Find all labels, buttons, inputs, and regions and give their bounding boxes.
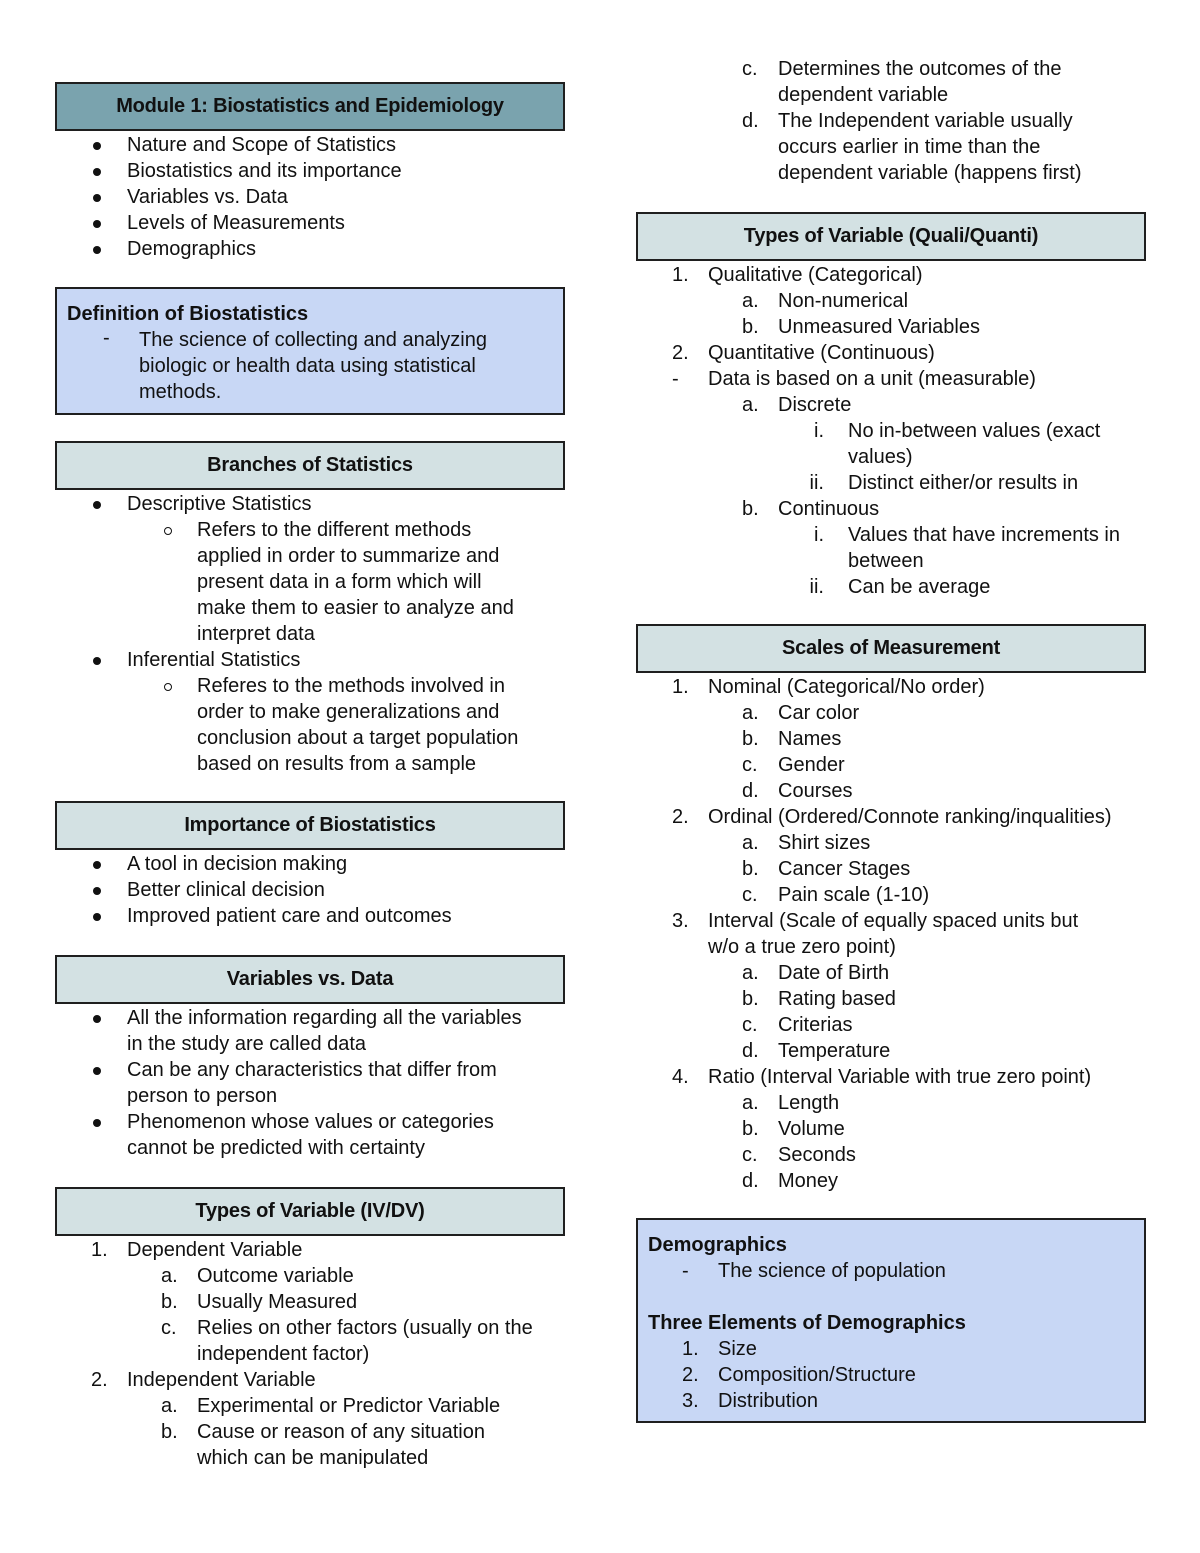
list-item: Nature and Scope of Statistics bbox=[55, 132, 565, 158]
dash-marker: - bbox=[103, 327, 110, 349]
definition-box bbox=[55, 287, 565, 415]
list-marker: d. bbox=[742, 1170, 759, 1192]
item-text: Size bbox=[718, 1338, 757, 1360]
item-line: values) bbox=[848, 446, 913, 468]
left-column bbox=[55, 82, 565, 1471]
item-line: Outcome variable bbox=[197, 1265, 354, 1287]
item-line: Determines the outcomes of the bbox=[778, 58, 1062, 80]
item-label: Qualitative (Categorical) bbox=[708, 264, 923, 286]
definition-line: methods. bbox=[139, 381, 222, 403]
list-marker: b. bbox=[742, 316, 759, 338]
list-marker: c. bbox=[742, 1144, 758, 1166]
variable-label: Dependent Variable bbox=[127, 1239, 303, 1261]
list-item bbox=[636, 700, 1146, 726]
quali-quanti-header bbox=[636, 212, 1146, 261]
list-marker: 1. bbox=[682, 1338, 699, 1360]
item-line: independent factor) bbox=[197, 1343, 370, 1365]
list-marker: b. bbox=[161, 1291, 178, 1313]
branch-label: Inferential Statistics bbox=[127, 649, 301, 671]
sub-line: based on results from a sample bbox=[197, 753, 477, 775]
sub-line: make them to easier to analyze and bbox=[197, 597, 514, 619]
list-marker: ii. bbox=[809, 472, 824, 494]
nominal-item bbox=[636, 674, 1146, 700]
list-item bbox=[55, 1263, 565, 1289]
item-text: Volume bbox=[778, 1118, 845, 1140]
list-marker: c. bbox=[742, 1014, 758, 1036]
list-item bbox=[636, 418, 1146, 470]
variables-data-title: Variables vs. Data bbox=[226, 968, 394, 990]
item-text: Rating based bbox=[778, 988, 896, 1010]
interval-item bbox=[636, 908, 1146, 960]
list-marker: a. bbox=[742, 1092, 759, 1114]
branches-title: Branches of Statistics bbox=[207, 454, 413, 476]
descriptive-sublist bbox=[55, 517, 565, 647]
iv-dv-title: Types of Variable (IV/DV) bbox=[195, 1200, 425, 1222]
list-item bbox=[636, 1168, 1146, 1194]
item-text: Courses bbox=[778, 780, 853, 802]
item-line: Values that have increments in bbox=[848, 524, 1121, 546]
item-label: Nominal (Categorical/No order) bbox=[708, 676, 985, 698]
list-item bbox=[55, 517, 565, 647]
definition-text bbox=[67, 327, 553, 405]
list-marker: c. bbox=[742, 754, 758, 776]
list-item bbox=[55, 1005, 565, 1057]
demographics-title: Demographics bbox=[648, 1234, 787, 1256]
item-text: Composition/Structure bbox=[718, 1364, 916, 1386]
inferential-sublist bbox=[55, 673, 565, 777]
list-item bbox=[55, 491, 565, 517]
list-item bbox=[636, 574, 1146, 600]
item-text: Pain scale (1-10) bbox=[778, 884, 930, 906]
nominal-sublist bbox=[636, 700, 1146, 804]
item-line: Distinct either/or results in bbox=[848, 472, 1079, 494]
ratio-sublist bbox=[636, 1090, 1146, 1194]
definition-line: biologic or health data using statistical bbox=[139, 355, 476, 377]
list-item bbox=[636, 830, 1146, 856]
item-line: All the information regarding all the variables bbox=[127, 1007, 522, 1029]
item-text: Money bbox=[778, 1170, 839, 1192]
discrete-sublist bbox=[636, 418, 1146, 496]
list-item bbox=[636, 726, 1146, 752]
list-item bbox=[55, 647, 565, 673]
list-marker: d. bbox=[742, 110, 759, 132]
item-text: Date of Birth bbox=[778, 962, 890, 984]
sub-line: Referes to the methods involved in bbox=[197, 675, 505, 697]
list-item bbox=[636, 804, 1146, 830]
list-marker: b. bbox=[742, 858, 759, 880]
list-marker: 1. bbox=[672, 676, 689, 698]
list-item bbox=[55, 1109, 565, 1161]
definition-line: The science of collecting and analyzing bbox=[139, 329, 487, 351]
definition-text: The science of population bbox=[718, 1260, 946, 1282]
branch-label: Descriptive Statistics bbox=[127, 493, 312, 515]
variables-data-header bbox=[55, 955, 565, 1004]
list-item bbox=[636, 470, 1146, 496]
list-item bbox=[55, 673, 565, 777]
list-item bbox=[55, 1057, 565, 1109]
variable-label: Independent Variable bbox=[127, 1369, 316, 1391]
scales-title: Scales of Measurement bbox=[781, 637, 1001, 659]
list-marker: d. bbox=[742, 780, 759, 802]
variables-data-list bbox=[55, 1005, 565, 1161]
item-line: person to person bbox=[127, 1085, 278, 1107]
item-text: Data is based on a unit (measurable) bbox=[708, 368, 1036, 390]
list-item bbox=[636, 1012, 1146, 1038]
item-line: in the study are called data bbox=[127, 1033, 367, 1055]
list-item bbox=[648, 1388, 1134, 1414]
item-label: Ratio (Interval Variable with true zero point) bbox=[708, 1066, 1092, 1088]
list-marker: 3. bbox=[672, 910, 689, 932]
dependent-sublist bbox=[55, 1263, 565, 1367]
list-marker: 2. bbox=[672, 806, 689, 828]
independent-sublist bbox=[55, 1393, 565, 1471]
item-line: w/o a true zero point) bbox=[708, 936, 896, 958]
scales-header bbox=[636, 624, 1146, 673]
list-marker: b. bbox=[742, 988, 759, 1010]
list-marker: a. bbox=[742, 394, 759, 416]
iv-dv-list bbox=[55, 1237, 565, 1263]
list-marker: a. bbox=[742, 290, 759, 312]
interval-sublist bbox=[636, 960, 1146, 1064]
list-item bbox=[55, 1289, 565, 1315]
item-line: dependent variable (happens first) bbox=[778, 162, 1082, 184]
quali-list bbox=[636, 262, 1146, 288]
item-text: Car color bbox=[778, 702, 860, 724]
list-item: Demographics bbox=[55, 236, 565, 262]
independent-sublist-continued bbox=[636, 56, 1146, 186]
list-item bbox=[636, 1142, 1146, 1168]
item-line: Experimental or Predictor Variable bbox=[197, 1395, 501, 1417]
list-item bbox=[636, 522, 1146, 574]
item-text: Criterias bbox=[778, 1014, 853, 1036]
discrete-item bbox=[636, 392, 1146, 418]
list-marker: d. bbox=[742, 1040, 759, 1062]
list-marker: a. bbox=[161, 1265, 178, 1287]
list-item bbox=[636, 340, 1146, 366]
importance-header bbox=[55, 801, 565, 850]
item-label: Discrete bbox=[778, 394, 852, 416]
item-line: Interval (Scale of equally spaced units but bbox=[708, 910, 1079, 932]
list-marker: i. bbox=[814, 420, 824, 442]
list-item bbox=[636, 674, 1146, 700]
item-text: Cancer Stages bbox=[778, 858, 911, 880]
list-item bbox=[636, 496, 1146, 522]
sub-line: Refers to the different methods bbox=[197, 519, 472, 541]
list-marker: b. bbox=[742, 498, 759, 520]
item-text: Gender bbox=[778, 754, 845, 776]
item-line: occurs earlier in time than the bbox=[778, 136, 1041, 158]
branches-list-2 bbox=[55, 647, 565, 673]
sub-line: applied in order to summarize and bbox=[197, 545, 500, 567]
list-marker: i. bbox=[814, 524, 824, 546]
item-line: No in-between values (exact bbox=[848, 420, 1101, 442]
item-line: Can be any characteristics that differ from bbox=[127, 1059, 497, 1081]
list-marker: a. bbox=[742, 962, 759, 984]
list-marker: 2. bbox=[91, 1369, 108, 1391]
list-item bbox=[636, 778, 1146, 804]
item-line: The Independent variable usually bbox=[778, 110, 1073, 132]
list-item bbox=[636, 856, 1146, 882]
module-topic-list bbox=[55, 132, 565, 262]
list-item bbox=[636, 56, 1146, 108]
quanti-list bbox=[636, 340, 1146, 366]
list-item bbox=[55, 1315, 565, 1367]
right-column bbox=[636, 56, 1146, 1423]
list-item: Improved patient care and outcomes bbox=[55, 903, 565, 929]
item-line: Relies on other factors (usually on the bbox=[197, 1317, 533, 1339]
list-item bbox=[636, 1064, 1146, 1090]
list-marker: 1. bbox=[91, 1239, 108, 1261]
list-item bbox=[636, 1038, 1146, 1064]
list-marker: a. bbox=[161, 1395, 178, 1417]
list-marker: 2. bbox=[682, 1364, 699, 1386]
module-header bbox=[55, 82, 565, 131]
elements-list bbox=[648, 1336, 1134, 1414]
list-item: Variables vs. Data bbox=[55, 184, 565, 210]
list-item bbox=[648, 1362, 1134, 1388]
branches-list bbox=[55, 491, 565, 517]
elements-title: Three Elements of Demographics bbox=[648, 1312, 966, 1334]
item-line: Cause or reason of any situation bbox=[197, 1421, 485, 1443]
list-item bbox=[636, 960, 1146, 986]
demographics-definition bbox=[648, 1258, 1134, 1284]
ordinal-item bbox=[636, 804, 1146, 830]
item-line: cannot be predicted with certainty bbox=[127, 1137, 425, 1159]
item-line: dependent variable bbox=[778, 84, 949, 106]
item-text: Temperature bbox=[778, 1040, 891, 1062]
item-label: Quantitative (Continuous) bbox=[708, 342, 935, 364]
item-line: between bbox=[848, 550, 924, 572]
ratio-item bbox=[636, 1064, 1146, 1090]
list-marker: c. bbox=[742, 884, 758, 906]
list-item bbox=[636, 314, 1146, 340]
list-item bbox=[636, 1090, 1146, 1116]
item-text: Unmeasured Variables bbox=[778, 316, 980, 338]
qualitative-sublist bbox=[636, 288, 1146, 340]
list-item bbox=[636, 986, 1146, 1012]
list-item bbox=[55, 1367, 565, 1393]
list-marker: c. bbox=[742, 58, 758, 80]
list-item: Levels of Measurements bbox=[55, 210, 565, 236]
definition-title: Definition of Biostatistics bbox=[67, 303, 309, 325]
list-item: Better clinical decision bbox=[55, 877, 565, 903]
list-item bbox=[55, 1419, 565, 1471]
list-item: Biostatistics and its importance bbox=[55, 158, 565, 184]
item-text: Non-numerical bbox=[778, 290, 909, 312]
item-line: Can be average bbox=[848, 576, 991, 598]
list-item: A tool in decision making bbox=[55, 851, 565, 877]
continuous-sublist bbox=[636, 522, 1146, 600]
list-marker: b. bbox=[742, 728, 759, 750]
item-line: Phenomenon whose values or categories bbox=[127, 1111, 494, 1133]
list-item bbox=[55, 1393, 565, 1419]
list-item bbox=[636, 392, 1146, 418]
sub-line: order to make generalizations and bbox=[197, 701, 500, 723]
list-marker: a. bbox=[742, 702, 759, 724]
item-text: Seconds bbox=[778, 1144, 856, 1166]
list-item bbox=[648, 1336, 1134, 1362]
list-marker: a. bbox=[742, 832, 759, 854]
list-marker: c. bbox=[161, 1317, 177, 1339]
branches-header bbox=[55, 441, 565, 490]
sub-line: conclusion about a target population bbox=[197, 727, 519, 749]
item-label: Continuous bbox=[778, 498, 880, 520]
list-marker: 2. bbox=[672, 342, 689, 364]
list-item bbox=[636, 882, 1146, 908]
sub-line: present data in a form which will bbox=[197, 571, 482, 593]
iv-dv-header bbox=[55, 1187, 565, 1236]
list-marker: b. bbox=[742, 1118, 759, 1140]
quanti-note bbox=[636, 366, 1146, 392]
list-item bbox=[636, 366, 1146, 392]
list-item bbox=[55, 1237, 565, 1263]
quali-quanti-title: Types of Variable (Quali/Quanti) bbox=[743, 225, 1039, 247]
module-title: Module 1: Biostatistics and Epidemiology bbox=[116, 95, 504, 117]
item-text: Shirt sizes bbox=[778, 832, 871, 854]
list-item bbox=[636, 752, 1146, 778]
iv-dv-list-2 bbox=[55, 1367, 565, 1393]
item-line: Usually Measured bbox=[197, 1291, 358, 1313]
item-text: Names bbox=[778, 728, 842, 750]
list-item bbox=[636, 288, 1146, 314]
continuous-item bbox=[636, 496, 1146, 522]
dash-marker: - bbox=[682, 1260, 689, 1282]
sub-line: interpret data bbox=[197, 623, 315, 645]
list-marker: ii. bbox=[809, 576, 824, 598]
importance-list bbox=[55, 851, 565, 929]
item-label: Ordinal (Ordered/Connote ranking/inqualities) bbox=[708, 806, 1112, 828]
list-marker: b. bbox=[161, 1421, 178, 1443]
list-marker: 1. bbox=[672, 264, 689, 286]
list-item bbox=[636, 1116, 1146, 1142]
demographics-box bbox=[636, 1218, 1146, 1423]
item-text: Distribution bbox=[718, 1390, 819, 1412]
importance-title: Importance of Biostatistics bbox=[184, 814, 436, 836]
dash-marker: - bbox=[672, 368, 679, 390]
list-marker: 4. bbox=[672, 1066, 689, 1088]
list-item bbox=[636, 262, 1146, 288]
item-text: Length bbox=[778, 1092, 840, 1114]
item-line: which can be manipulated bbox=[197, 1447, 429, 1469]
list-item bbox=[636, 908, 1146, 960]
ordinal-sublist bbox=[636, 830, 1146, 908]
list-item bbox=[636, 108, 1146, 186]
list-marker: 3. bbox=[682, 1390, 699, 1412]
